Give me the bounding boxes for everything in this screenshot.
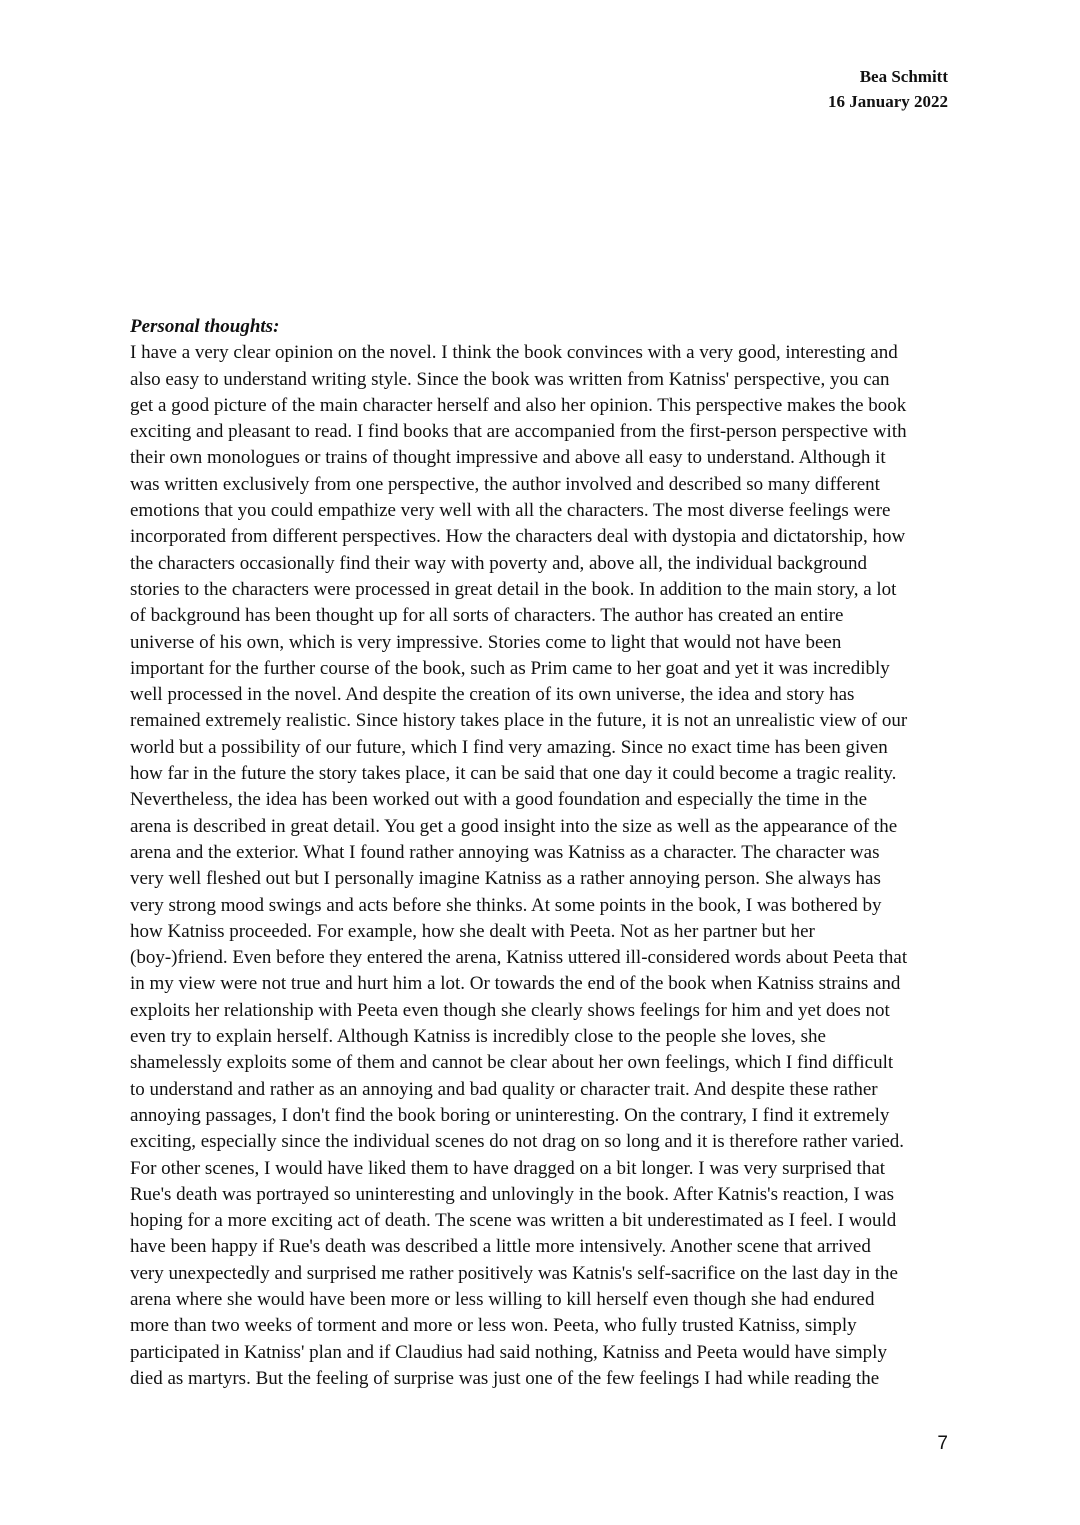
- text-line: I have a very clear opinion on the novel. I think the book convinces with a very good, interesting and: [130, 342, 898, 364]
- text-line: very well fleshed out but I personally imagine Katniss as a rather annoying person. She always has: [130, 868, 881, 890]
- document-date: 16 January 2022: [828, 92, 948, 111]
- section-body: [130, 340, 960, 1392]
- text-line: to understand and rather as an annoying and bad quality or character trait. And despite these rather: [130, 1078, 878, 1100]
- text-line: well processed in the novel. And despite the creation of its own universe, the idea and story has: [130, 684, 855, 706]
- text-line: hoping for a more exciting act of death. The scene was written a bit underestimated as I feel. I would: [130, 1210, 897, 1232]
- page-number: 7: [937, 1433, 948, 1454]
- text-line: important for the further course of the book, such as Prim came to her goat and yet it was incredibly: [130, 657, 890, 679]
- text-line: exploits her relationship with Peeta even though she clearly shows feelings for him and yet does not: [130, 999, 890, 1021]
- text-line: arena is described in great detail. You get a good insight into the size as well as the appearance of the: [130, 815, 898, 837]
- text-line: of background has been thought up for all sorts of characters. The author has created an entire: [130, 605, 844, 627]
- text-line: the characters occasionally find their way with poverty and, above all, the individual background: [130, 552, 868, 574]
- text-line: arena where she would have been more or less willing to kill herself even though she had endured: [130, 1288, 875, 1310]
- text-line: in my view were not true and hurt him a lot. Or towards the end of the book when Katniss strains and: [130, 973, 901, 995]
- text-line: emotions that you could empathize very well with all the characters. The most diverse feelings were: [130, 500, 891, 522]
- text-line: universe of his own, which is very impressive. Stories come to light that would not have been: [130, 631, 842, 653]
- text-line: participated in Katniss' plan and if Claudius had said nothing, Katniss and Peeta would have simply: [130, 1341, 887, 1363]
- text-line: how far in the future the story takes place, it can be said that one day it could become a tragic reality.: [130, 763, 897, 785]
- text-line: (boy-)friend. Even before they entered the arena, Katniss uttered ill-considered words about Peeta that: [130, 947, 908, 969]
- text-line: have been happy if Rue's death was described a little more intensively. Another scene that arrived: [130, 1236, 871, 1258]
- text-line: shamelessly exploits some of them and cannot be clear about her own feelings, which I find difficult: [130, 1052, 894, 1074]
- section-heading: Personal thoughts:: [130, 316, 280, 337]
- text-line: their own monologues or trains of thought impressive and above all easy to understand. Although it: [130, 447, 886, 469]
- text-line: died as martyrs. But the feeling of surprise was just one of the few feelings I had while reading the: [130, 1367, 880, 1389]
- text-line: very strong mood swings and acts before she thinks. At some points in the book, I was bothered by: [130, 894, 882, 916]
- text-line: Nevertheless, the idea has been worked out with a good foundation and especially the time in the: [130, 789, 868, 811]
- text-line: even try to explain herself. Although Katniss is incredibly close to the people she loves, she: [130, 1026, 826, 1048]
- personal-thoughts-section: [130, 314, 960, 1392]
- document-header: [828, 64, 948, 114]
- text-line: exciting and pleasant to read. I find books that are accompanied from the first-person perspective with: [130, 421, 907, 443]
- text-line: exciting, especially since the individual scenes do not drag on so long and it is therefore rather varied.: [130, 1131, 905, 1153]
- text-line: very unexpectedly and surprised me rather positively was Katnis's self-sacrifice on the last day in the: [130, 1262, 898, 1284]
- author-name: Bea Schmitt: [859, 67, 948, 86]
- text-line: remained extremely realistic. Since history takes place in the future, it is not an unrealistic view of our: [130, 710, 908, 732]
- text-line: incorporated from different perspectives. How the characters deal with dystopia and dictatorship, how: [130, 526, 906, 548]
- text-line: how Katniss proceeded. For example, how she dealt with Peeta. Not as her partner but her: [130, 920, 815, 942]
- text-line: more than two weeks of torment and more or less won. Peeta, who fully trusted Katniss, simply: [130, 1315, 857, 1337]
- text-line: Rue's death was portrayed so uninteresting and unlovingly in the book. After Katnis's reaction, I was: [130, 1183, 895, 1205]
- text-line: get a good picture of the main character herself and also her opinion. This perspective makes the book: [130, 394, 907, 416]
- text-line: annoying passages, I don't find the book boring or uninteresting. On the contrary, I find it extremely: [130, 1104, 890, 1126]
- text-line: For other scenes, I would have liked them to have dragged on a bit longer. I was very surprised that: [130, 1157, 886, 1179]
- text-line: arena and the exterior. What I found rather annoying was Katniss as a character. The character was: [130, 841, 880, 863]
- text-line: was written exclusively from one perspective, the author involved and described so many different: [130, 473, 880, 495]
- text-line: world but a possibility of our future, which I find very amazing. Since no exact time has been given: [130, 736, 888, 758]
- text-line: stories to the characters were processed in great detail in the book. In addition to the main story, a lot: [130, 578, 897, 600]
- text-line: also easy to understand writing style. Since the book was written from Katniss' perspective, you can: [130, 368, 890, 390]
